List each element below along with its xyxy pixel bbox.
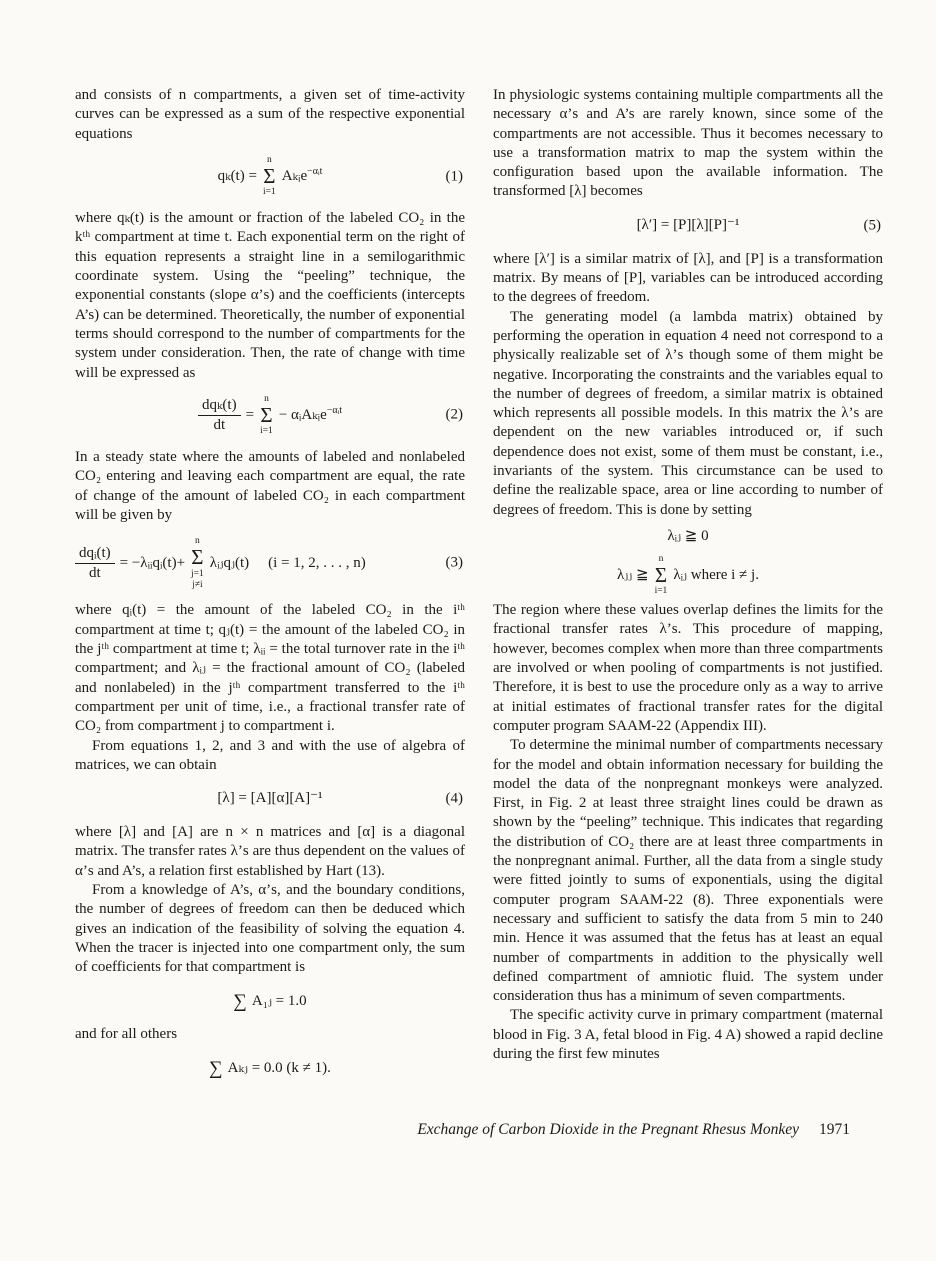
paragraph: where qᵢ(t) = the amount of the labeled CO₂ in the iᵗʰ compartment at time t; qⱼ(t) = the amount of the labeled CO₂ in the jᵗʰ compartment at time t; λᵢᵢ = the total turnover rate in the iᵗʰ compartment; and λᵢⱼ = the fractional amount of CO₂ (labeled and nonlabeled) in the jᵗʰ compartment transferred to the iᵗʰ compartment per unit of time, i.e., a fractional transfer rate of CO₂ from compartment j to compartment i. [75, 602, 465, 735]
equation-number: (1) [445, 167, 463, 184]
equation-5-body [637, 216, 740, 235]
paragraph: In physiologic systems containing multiple compartments all the necessary α’s and A’s are rarely known, since some of the compartments are not accessible. Thus it becomes necessary to use a transformation matrix to map the system within the configuration based upon the available information. The transformed [λ] becomes [493, 87, 883, 200]
running-title: Exchange of Carbon Dioxide in the Pregnant Rhesus Monkey [417, 1121, 799, 1138]
sum2-expression: Aₖⱼ = 0.0 (k ≠ 1). [227, 1060, 331, 1077]
page-footer [0, 1121, 850, 1139]
paragraph: The region where these values overlap defines the limits for the fractional transfer rates λ’s. This procedure of mapping, however, becomes complex when more than three compartments are involved or when pooling of compartments is not justified. Therefore, it is best to use the procedure only as a way to arrive at initial estimates of fractional transfer rates for the digital computer program SAAM-22 (Appendix III). [493, 602, 883, 734]
derivative-fraction [75, 545, 115, 583]
fraction-denominator: dt [88, 564, 101, 581]
equation-2-body [198, 394, 342, 437]
summation-operator [263, 155, 276, 198]
equation-1 [75, 155, 465, 198]
summation-operator [191, 536, 204, 590]
sum-lower-condition: j≠i [192, 579, 203, 590]
sigma-symbol: ∑ [233, 990, 247, 1012]
eq1-rhs-base: Aₖᵢe [281, 167, 308, 184]
equation-4 [75, 786, 465, 812]
equation-number: (2) [445, 406, 463, 423]
equation-number: (4) [445, 790, 463, 807]
eq2-rhs-base: − αᵢAₖᵢe [278, 406, 327, 423]
eq2-exponent: −αᵢt [326, 404, 343, 416]
sum-equation-1 [75, 988, 465, 1014]
sum1-expression: A₁ⱼ = 1.0 [251, 992, 307, 1009]
ineq2-post: λᵢⱼ where i ≠ j. [673, 566, 759, 583]
page-body [75, 86, 883, 1093]
equation-5 [493, 213, 883, 239]
paragraph: The generating model (a lambda matrix) obtained by performing the operation in equation 4 need not correspond to a physically realizable set of λ’s though some of them might be negative. Incorporating the constraints and the variables equal to the number of degrees of freedom, a similar matrix is obtained which represents all possible models. In this matrix the λ’s are dependent on the new variables introduced or, if such dependence does not exist, some of them must be constant, i.e., invariants of the system. This circumstance can be used to define the realizable space, area or line according to number of degrees of freedom. This is done by setting [493, 308, 883, 518]
sum-equation-2-body [209, 1059, 331, 1078]
paragraph: From a knowledge of A’s, α’s, and the boundary conditions, the number of degrees of freedom can then be deduced which gives an indication of the feasibility of solving the equation 4. When the tracer is injected into one compartment only, the sum of coefficients for that compartment is [75, 881, 465, 976]
sum-lower-limit: i=1 [654, 586, 668, 597]
eq3-pre: = −λᵢᵢqᵢ(t)+ [119, 554, 186, 571]
page-number: 1971 [819, 1121, 850, 1138]
paragraph: The specific activity curve in primary compartment (maternal blood in Fig. 3 A, fetal blood in Fig. 4 A) showed a rapid decline during the first few minutes [493, 1007, 883, 1063]
sum-lower-limit: i=1 [260, 426, 273, 437]
paragraph: From equations 1, 2, and 3 and with the use of algebra of matrices, we can obtain [75, 737, 465, 773]
sum-upper-limit: n [195, 536, 200, 547]
inequality-1-body [667, 527, 708, 546]
eq5-matrix-expression: [λ′] = [P][λ][P]⁻¹ [636, 217, 740, 234]
equation-3 [75, 536, 465, 590]
ineq2-pre: λⱼⱼ ≧ [617, 566, 649, 583]
sigma-symbol: Σ [260, 402, 273, 427]
fraction-numerator: dqₖ(t) [198, 397, 241, 416]
summation-operator [655, 554, 668, 597]
inequality-1 [493, 524, 883, 550]
paragraph: To determine the minimal number of compartments necessary for the model and obtain information necessary for building the model the data of the nonpregnant monkeys were analyzed. First, in Fig. 2 at least three straight lines could be drawn as shown by the “peeling” technique. This indicates that regarding the distribution of CO₂ there are at least three compartments in the nonpregnant animal. Further, all the data from a single study were fitted jointly to sums of exponentials, using the digital computer program SAAM-22 (8). Three exponentials were necessary and sufficient to satisfy the data from 5 min to 240 min. Hence it was assumed that the fetus has at least an equal number of compartments in addition to the physically well defined compartment of amniotic fluid. The system under consideration thus has a minimum of seven compartments. [493, 737, 883, 1005]
eq1-lhs: qₖ(t) = [217, 167, 257, 184]
eq4-matrix-expression: [λ] = [A][α][A]⁻¹ [217, 790, 323, 807]
sum-upper-limit: n [264, 393, 269, 404]
eq3-index-condition: (i = 1, 2, . . . , n) [268, 554, 366, 571]
equals-sign: = [245, 406, 255, 423]
sum-equation-1-body [233, 992, 306, 1011]
paragraph: In a steady state where the amounts of labeled and nonlabeled CO₂ entering and leaving each compartment are equal, the rate of change of the amount of labeled CO₂ in each compartment will be given by [75, 449, 465, 523]
ineq1-expression: λᵢⱼ ≧ 0 [667, 528, 709, 545]
eq1-exponent: −αᵢt [307, 165, 323, 177]
sum-upper-limit: n [266, 154, 272, 165]
equation-4-body [217, 789, 322, 808]
equation-2 [75, 394, 465, 437]
fraction-numerator: dqᵢ(t) [75, 545, 115, 564]
paragraph: and consists of n compartments, a given set of time-activity curves can be expressed as a sum of the respective exponential equations [75, 87, 465, 142]
derivative-fraction [198, 397, 241, 435]
sum-upper-limit: n [658, 553, 664, 564]
sum-equation-2 [75, 1056, 465, 1082]
sigma-symbol: Σ [191, 545, 204, 570]
paragraph: where [λ] and [A] are n × n matrices and [α] is a diagonal matrix. The transfer rates λ’s are thus dependent on the values of α’s and A’s, a relation first established by Hart (13). [75, 824, 465, 879]
sigma-symbol: Σ [654, 562, 668, 587]
inequality-2-body [617, 554, 759, 597]
paragraph: where qₖ(t) is the amount or fraction of the labeled CO₂ in the kᵗʰ compartment at time t. Each exponential term on the right of this equation represents a straight line in a semilogarithmic coordinate system. Using the “peeling” technique, the exponential constants (slope α’s) and the coefficients (intercepts A’s) can be determined. Theoretically, the number of exponential terms should correspond to the number of compartments for the system under consideration. Then, the rate of change with time will be expressed as [75, 210, 465, 381]
sum-lower-limit: i=1 [262, 187, 276, 198]
eq3-post: λᵢⱼqⱼ(t) [209, 554, 250, 571]
equation-1-body [218, 155, 323, 198]
right-column [493, 86, 883, 1093]
sum-lower-limit: j=1 [191, 568, 204, 579]
inequality-2 [493, 554, 883, 597]
summation-operator [260, 394, 273, 437]
fraction-denominator: dt [213, 416, 226, 433]
paragraph: where [λ′] is a similar matrix of [λ], and [P] is a transformation matrix. By means of [P], variables can be introduced according to the degrees of freedom. [493, 250, 883, 306]
sigma-symbol: Σ [263, 163, 276, 188]
eq2-rhs [279, 406, 342, 425]
sigma-symbol: ∑ [209, 1058, 223, 1080]
eq1-rhs [282, 167, 323, 186]
equation-number: (5) [863, 217, 881, 234]
paragraph: and for all others [75, 1026, 178, 1043]
equation-number: (3) [445, 554, 463, 571]
equation-3-body [75, 536, 366, 590]
left-column [75, 86, 465, 1093]
